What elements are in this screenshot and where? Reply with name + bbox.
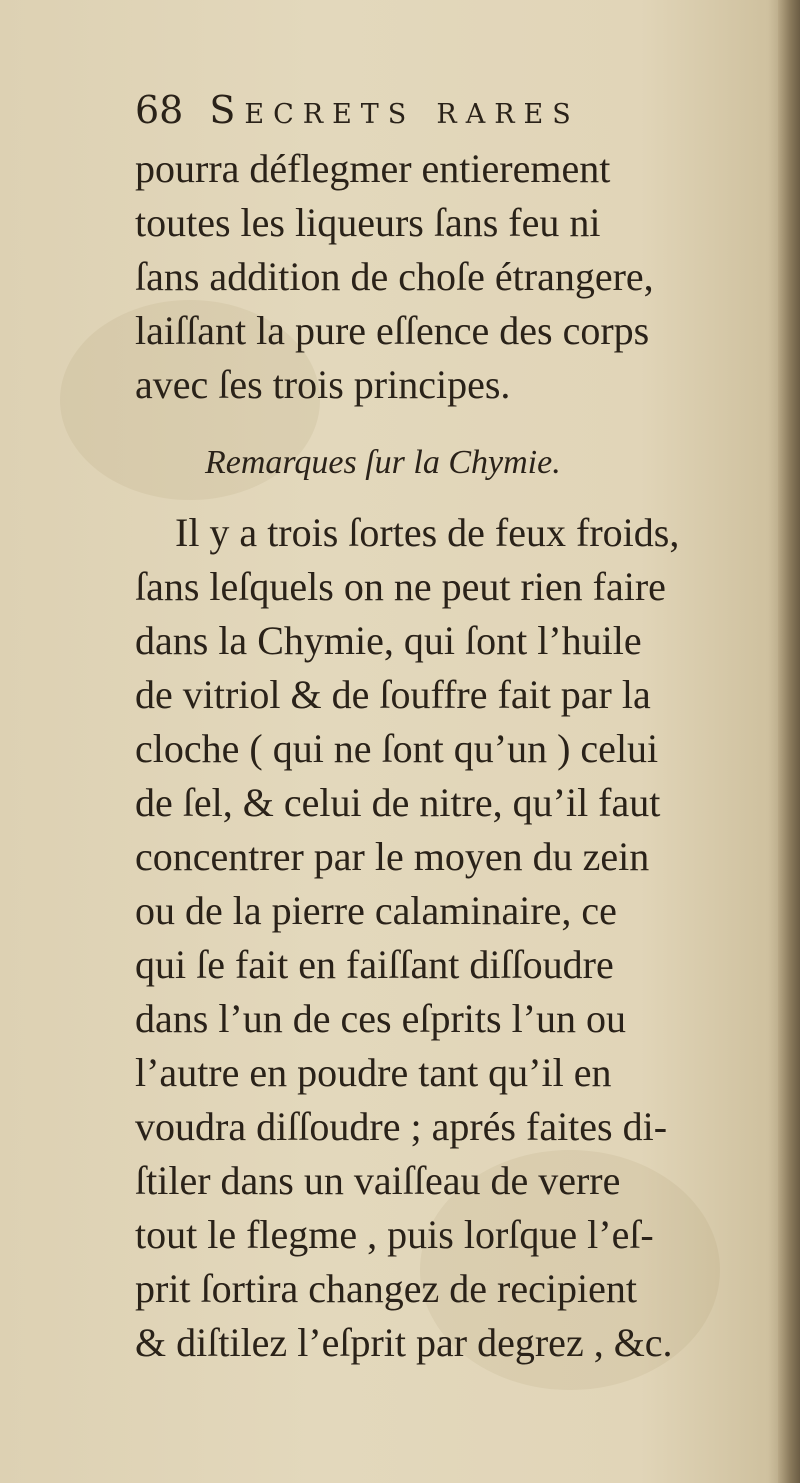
- text-line: concentrer par le moyen du zein: [135, 834, 650, 879]
- page-header: [135, 88, 740, 142]
- text-line: avec ſes trois principes.: [135, 362, 511, 407]
- text-line: & diſtilez l’eſprit par degrez , &c.: [135, 1320, 673, 1365]
- text-line: tout le flegme , puis lorſque l’eſ-: [135, 1212, 654, 1257]
- text-line: laiſſant la pure eſſence des corps: [135, 308, 650, 353]
- text-line: ou de la pierre calaminaire, ce: [135, 888, 617, 933]
- text-line: pourra déflegmer entierement: [135, 146, 611, 191]
- section-heading: Remarques ſur la Chymie.: [205, 444, 561, 481]
- text-line: Il y a trois ſortes de feux froids,: [175, 510, 680, 555]
- paragraph-2: [135, 506, 740, 1370]
- text-line: ſans addition de choſe étrangere,: [135, 254, 654, 299]
- text-line: toutes les liqueurs ſans feu ni: [135, 200, 601, 245]
- text-line: ſtiler dans un vaiſſeau de verre: [135, 1158, 621, 1203]
- text-line: de vitriol & de ſouffre fait par la: [135, 672, 651, 717]
- text-line: dans la Chymie, qui ſont l’huile: [135, 618, 642, 663]
- page-number: 68: [135, 88, 184, 132]
- paragraph-1: [135, 142, 740, 412]
- text-line: ſans leſquels on ne peut rien faire: [135, 564, 666, 609]
- text-line: prit ſortira changez de recipient: [135, 1266, 637, 1311]
- text-block: [135, 88, 740, 1370]
- text-line: de ſel, & celui de nitre, qu’il faut: [135, 780, 661, 825]
- running-head: Secrets rares: [209, 88, 580, 132]
- text-line: qui ſe fait en faiſſant diſſoudre: [135, 942, 614, 987]
- text-line: l’autre en poudre tant qu’il en: [135, 1050, 612, 1095]
- page-gutter-shadow: [778, 0, 800, 1483]
- text-line: dans l’un de ces eſprits l’un ou: [135, 996, 626, 1041]
- text-line: voudra diſſoudre ; aprés faites di-: [135, 1104, 668, 1149]
- text-line: cloche ( qui ne ſont qu’un ) celui: [135, 726, 659, 771]
